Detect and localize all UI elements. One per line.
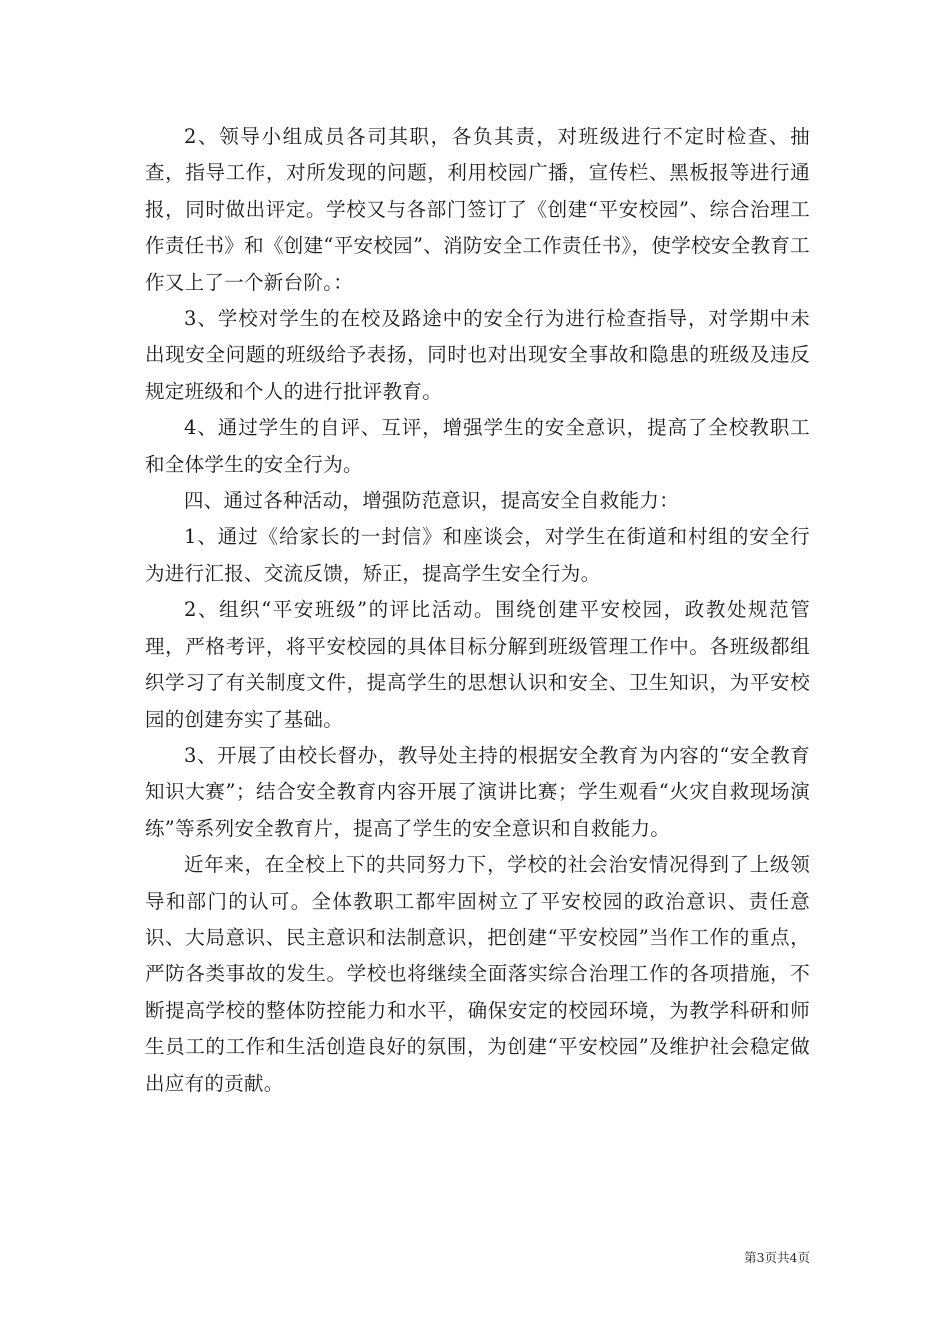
paragraph-parent-letter: 1、通过《给家长的一封信》和座谈会，对学生在街道和村组的安全行为进行汇报、交流反馈，矫正，提高学生安全行为。 (145, 525, 810, 585)
page-number: 第3页共4页 (744, 1250, 810, 1265)
paragraph-conclusion: 近年来，在全校上下的共同努力下，学校的社会治安情况得到了上级领导和部门的认可。全体教职工都牢固树立了平安校园的政治意识、责任意识、大局意识、民主意识和法制意识，把创建“平安校园”当作工作的重点，严防各类事故的发生。学校也将继续全面落实综合治理工作的各项措施，不断提高学校的整体防控能力和水平，确保安定的校园环境，为教学科研和师生员工的工作和生活创造良好的氛围，为创建“平安校园”及维护社会稳定做出应有的贡献。 (145, 853, 810, 1095)
paragraph-self-evaluation: 4、通过学生的自评、互评，增强学生的安全意识，提高了全校教职工和全体学生的安全行为。 (145, 416, 810, 476)
paragraph-safety-inspection: 3、学校对学生的在校及路途中的安全行为进行检查指导，对学期中未出现安全问题的班级给予表扬，同时也对出现安全事故和隐患的班级及违反规定班级和个人的进行批评教育。 (145, 307, 810, 403)
paragraph-knowledge-contest: 3、开展了由校长督办，教导处主持的根据安全教育为内容的“安全教育知识大赛”；结合安全教育内容开展了演讲比赛；学生观看“火灾自救现场演练”等系列安全教育片，提高了学生的安全意识和自救能力。 (145, 743, 810, 840)
section-heading-activities: 四、通过各种活动，增强防范意识，提高安全自救能力： (184, 489, 680, 513)
document-body (145, 119, 810, 1102)
paragraph-leadership-group: 2、领导小组成员各司其职，各负其责，对班级进行不定时检查、抽查，指导工作，对所发现的问题，利用校园广播，宣传栏、黑板报等进行通报，同时做出评定。学校又与各部门签订了《创建“平安校园”、综合治理工作责任书》和《创建“平安校园”、消防安全工作责任书》，使学校安全教育工作又上了一个新台阶。： (145, 125, 810, 294)
paragraph-safe-class: 2、组织“平安班级”的评比活动。围绕创建平安校园，政教处规范管理，严格考评，将平安校园的具体目标分解到班级管理工作中。各班级都组织学习了有关制度文件，提高学生的思想认识和安全、卫生知识，为平安校园的创建夯实了基础。 (145, 598, 810, 731)
